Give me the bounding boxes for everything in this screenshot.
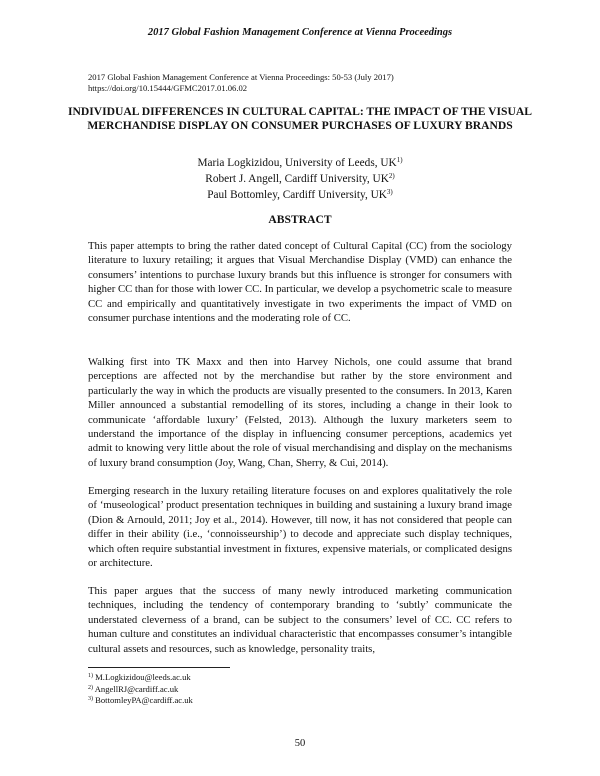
footnote-mark: 2) — [88, 684, 93, 691]
footnote-email-link[interactable]: M.Logkizidou@leeds.ac.uk — [95, 672, 191, 682]
footnote-mark: 3) — [88, 696, 93, 702]
author-footnote-mark: 1) — [396, 156, 403, 164]
citation-block — [88, 72, 518, 94]
footnote — [88, 695, 388, 707]
footnotes — [88, 672, 388, 707]
abstract-paragraph: This paper attempts to bring the rather dated concept of Cultural Capital (CC) from the sociology literature to luxury retailing; it argues that Visual Merchandise Display (VMD) can enhance the consumers’ intentions to purchase luxury brands but this influence is stronger for consumers with higher CC than for those with lower CC. In particular, we develop a psychometric scale to measure CC and empirically and quantitatively investigate in two experiments the impact of VMD on consumer purchase intentions and the moderating role of CC. — [88, 240, 512, 325]
footnote-mark: 1) — [88, 673, 93, 679]
author-name: Robert J. Angell, Cardiff University, UK — [205, 173, 389, 185]
page-number: 50 — [294, 738, 306, 749]
footnote-email-link[interactable]: BottomleyPA@cardiff.ac.uk — [95, 695, 193, 705]
running-head: 2017 Global Fashion Management Conference at Vienna Proceedings — [147, 27, 453, 38]
author-line — [0, 171, 600, 187]
abstract-heading: ABSTRACT — [268, 213, 332, 226]
footnote — [88, 684, 388, 696]
citation-line: 2017 Global Fashion Management Conference at Vienna Proceedings: 50-53 (July 2017) — [88, 72, 394, 82]
doi-link[interactable]: https://doi.org/10.15444/GFMC2017.01.06.02 — [88, 83, 248, 93]
author-name: Maria Logkizidou, University of Leeds, UK — [197, 157, 397, 169]
author-name: Paul Bottomley, Cardiff University, UK — [207, 189, 387, 201]
footnote-email-link[interactable]: AngellRJ@cardiff.ac.uk — [94, 683, 179, 694]
paper-title: INDIVIDUAL DIFFERENCES IN CULTURAL CAPITAL: THE IMPACT OF THE VISUAL MERCHANDISE DISPLAY ON CONSUMER PURCHASES OF LUXURY BRANDS — [68, 105, 532, 132]
author-footnote-mark: 3) — [386, 188, 393, 196]
footnote — [88, 672, 388, 684]
author-list — [0, 155, 600, 203]
author-footnote-mark: 2) — [388, 172, 395, 180]
author-line — [0, 155, 600, 171]
body-paragraph: Walking first into TK Maxx and then into Harvey Nichols, one could assume that brand perceptions are affected not by the merchandise but rather by the store environment and particularly the way in which the products are visually presented to the consumers. In 2013, Karen Miller announced a substantial remodelling of its stores, including a change in their look to communicate ‘affordable luxury’ (Felsted, 2013). Although the luxury marketers seem to understand the importance of the display in influencing consumer perceptions, academics yet admit to knowing very little about the role of visual merchandising and display on the mechanisms of luxury brand consumption (Joy, Wang, Chan, Sherry, & Cui, 2014). — [88, 356, 512, 469]
body-paragraph: Emerging research in the luxury retailing literature focuses on and explores qualitatively the role of ‘museological’ product presentation techniques in building and sustaining a luxury brand image (Dion & Arnould, 2011; Joy et al., 2014). However, till now, it has not considered that people can differ in their ability (i.e., ‘connoisseurship’) to decode and appreciate such display techniques, which often require substantial investment in fixtures, expensive materials, or complicated designs or architecture. — [88, 485, 512, 570]
footnote-divider — [88, 667, 230, 668]
body-paragraph: This paper argues that the success of many newly introduced marketing communication techniques, including the tendency of contemporary branding to ‘subtly’ communicate the understated cleverness of a brand, can be subject to the consumers’ level of CC. CC refers to human culture and constitutes an individual characteristic that encompasses consumer’s intangible cultural assets and resources, such as knowledge, personality traits, — [88, 585, 512, 655]
author-line — [0, 187, 600, 203]
